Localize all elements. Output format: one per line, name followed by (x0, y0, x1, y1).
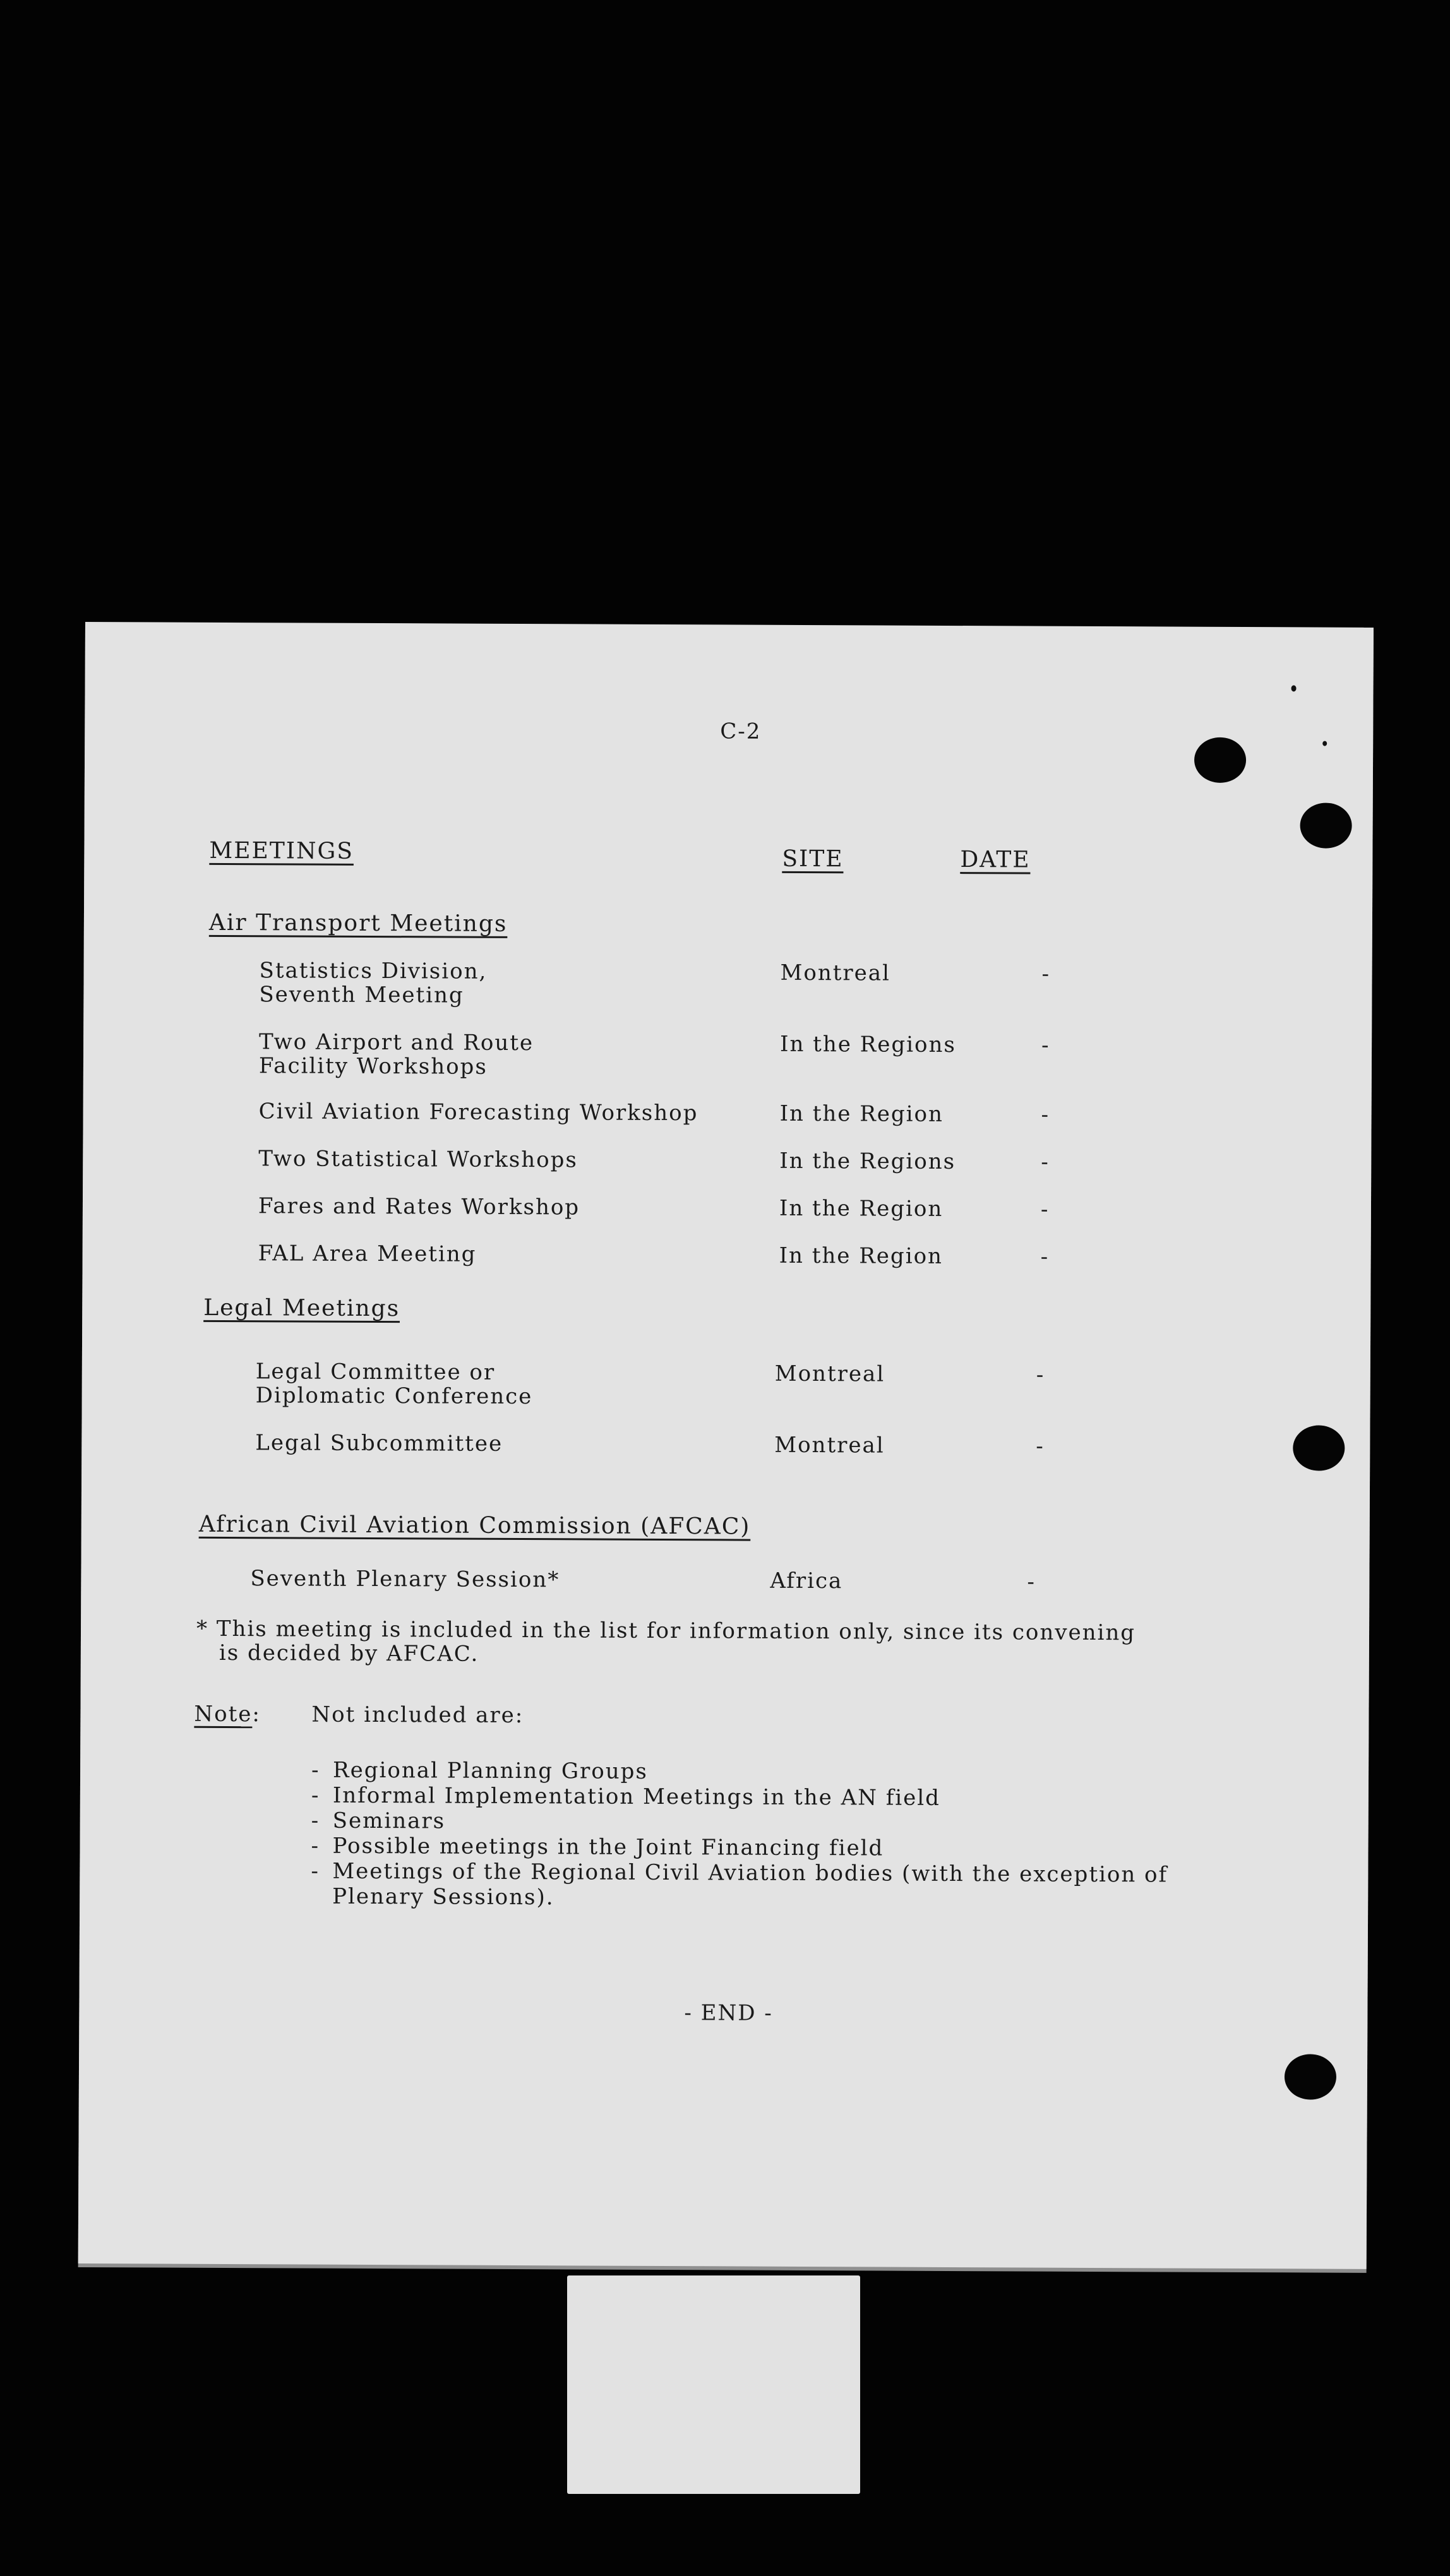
note-item: - Regional Planning Groups (311, 1758, 1168, 1787)
section-title-afcac: African Civil Aviation Commission (AFCAC) (198, 1511, 751, 1540)
punch-hole (1194, 737, 1246, 783)
punch-hole (1293, 1425, 1345, 1470)
meeting-site: Africa (770, 1568, 843, 1594)
meeting-site: In the Region (779, 1195, 944, 1222)
punch-hole (1300, 802, 1351, 848)
note-intro: Not included are: (311, 1702, 524, 1729)
meeting-site: In the Regions (779, 1148, 956, 1175)
note-item: - Seminars (311, 1808, 1168, 1837)
meeting-date: - (1041, 1032, 1050, 1058)
section-title-legal: Legal Meetings (203, 1294, 400, 1322)
meeting-site: In the Region (779, 1243, 944, 1269)
meeting-name: FAL Area Meeting (258, 1241, 477, 1267)
meeting-name (259, 1030, 534, 1079)
page-number: C-2 (720, 719, 762, 744)
meeting-name-line2: Facility Workshops (258, 1053, 488, 1080)
filing-card (567, 2275, 860, 2494)
meeting-name (259, 958, 487, 1008)
meeting-name-line2: Seventh Meeting (259, 982, 464, 1008)
punch-hole (1285, 2054, 1336, 2099)
meeting-name: Two Statistical Workshops (258, 1146, 578, 1173)
meeting-name-line1: Legal Committee or (255, 1359, 496, 1385)
footnote-line1: * This meeting is included in the list for information only, since its convening (196, 1616, 1136, 1646)
meeting-date: - (1040, 1244, 1050, 1270)
meeting-date: - (1027, 1569, 1036, 1595)
section-title-air-transport: Air Transport Meetings (208, 909, 508, 937)
speck (1322, 741, 1327, 746)
meeting-date: - (1036, 1433, 1045, 1459)
note-item: - Possible meetings in the Joint Financing field (311, 1834, 1168, 1863)
meeting-name (256, 1359, 533, 1409)
meeting-name: Fares and Rates Workshop (258, 1193, 580, 1220)
meeting-site: Montreal (774, 1432, 885, 1458)
note-list (311, 1758, 1168, 1913)
meeting-date: - (1041, 1149, 1050, 1175)
speck (1291, 685, 1297, 691)
header-date: DATE (960, 847, 1031, 873)
footnote-line2: is decided by AFCAC. (219, 1640, 479, 1667)
header-site: SITE (782, 845, 844, 873)
meeting-site: Montreal (774, 1361, 885, 1387)
meeting-date: - (1036, 1362, 1045, 1388)
meeting-name-line2: Diplomatic Conference (255, 1383, 533, 1410)
end-mark: - END - (684, 2000, 773, 2026)
footnote (196, 1617, 1135, 1669)
note-colon: : (252, 1702, 261, 1727)
note-label-wrap (194, 1702, 261, 1726)
note-label: Note (194, 1701, 253, 1727)
meeting-site: Montreal (780, 960, 891, 986)
header-meetings: MEETINGS (209, 837, 354, 864)
meeting-date: - (1041, 1102, 1050, 1128)
meeting-site: In the Regions (780, 1031, 956, 1058)
meeting-name: Legal Subcommittee (255, 1430, 503, 1457)
meeting-date: - (1041, 961, 1051, 987)
note-item: - Informal Implementation Meetings in the AN field (311, 1783, 1168, 1812)
document-page (78, 622, 1374, 2269)
meeting-site: In the Region (779, 1100, 944, 1127)
meeting-name-line1: Statistics Division, (259, 958, 488, 984)
note-item-continuation: Plenary Sessions). (332, 1883, 554, 1911)
meeting-name: Seventh Plenary Session* (250, 1566, 560, 1593)
meeting-date: - (1040, 1196, 1050, 1222)
meeting-name: Civil Aviation Forecasting Workshop (258, 1099, 698, 1126)
meeting-name-line1: Two Airport and Route (259, 1029, 534, 1056)
note-item: - Meetings of the Regional Civil Aviation bodies (with the exception of (311, 1859, 1168, 1888)
